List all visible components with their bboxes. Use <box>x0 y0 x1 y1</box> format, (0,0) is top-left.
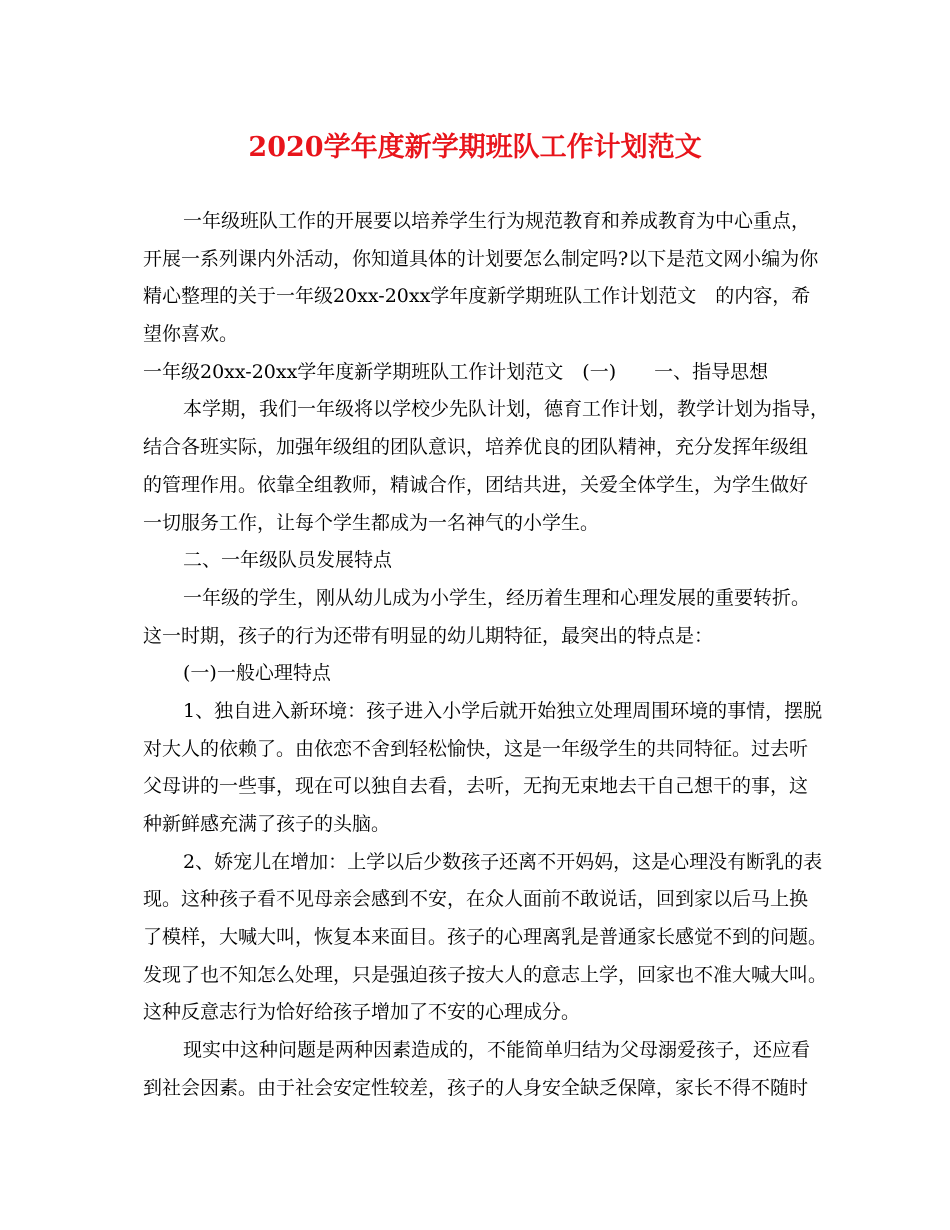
body-line: 本学期，我们一年级将以学校少先队计划，德育工作计划，教学计划为指导， <box>183 398 830 421</box>
body-line: 望你喜欢。 <box>143 323 239 346</box>
body-line: 现实中这种问题是两种因素造成的，不能简单归结为父母溺爱孩子，还应看 <box>183 1039 811 1062</box>
document-title: 2020学年度新学期班队工作计划范文 <box>248 132 702 163</box>
body-line: 一年级的学生，刚从幼儿成为小学生，经历着生理和心理发展的重要转折。 <box>183 586 811 609</box>
body-line: 的管理作用。依靠全组教师，精诚合作，团结共进，关爱全体学生，为学生做好 <box>143 473 809 496</box>
body-line: 这种反意志行为恰好给孩子增加了不安的心理成分。 <box>143 1001 581 1024</box>
document-body <box>143 203 830 1108</box>
body-line: 父母讲的一些事，现在可以独自去看，去听，无拘无束地去干自己想干的事，这 <box>143 775 809 798</box>
body-line: 对大人的依赖了。由依恋不舍到轻松愉快，这是一年级学生的共同特征。过去听 <box>143 737 809 760</box>
body-line: 精心整理的关于一年级20xx-20xx学年度新学期班队工作计划范文 的内容，希 <box>143 285 811 308</box>
body-line: 发现了也不知怎么处理，只是强迫孩子按大人的意志上学，回家也不准大喊大叫。 <box>143 963 828 986</box>
body-line: 种新鲜感充满了孩子的头脑。 <box>143 813 391 835</box>
body-line: 一年级20xx-20xx学年度新学期班队工作计划范文 (一) 一、指导思想 <box>143 360 769 383</box>
body-line: 2、娇宠儿在增加：上学以后少数孩子还离不开妈妈，这是心理没有断乳的表 <box>183 850 823 873</box>
body-line: 了模样，大喊大叫，恢复本来面目。孩子的心理离乳是普通家长感觉不到的问题。 <box>143 926 828 949</box>
body-line: 现。这种孩子看不见母亲会感到不安，在众人面前不敢说话，回到家以后马上换 <box>143 888 809 911</box>
body-line: 结合各班实际，加强年级组的团队意识，培养优良的团队精神，充分发挥年级组 <box>143 436 809 459</box>
body-line: 一年级班队工作的开展要以培养学生行为规范教育和养成教育为中心重点， <box>183 210 811 232</box>
body-line: 开展一系列课内外活动，你知道具体的计划要怎么制定吗?以下是范文网小编为你 <box>143 247 819 270</box>
body-line: 这一时期，孩子的行为还带有明显的幼儿期特征，最突出的特点是： <box>143 624 714 647</box>
body-line: 二、一年级队员发展特点 <box>183 549 393 572</box>
body-line: 一切服务工作，让每个学生都成为一名神气的小学生。 <box>143 511 600 534</box>
body-line: (一)一般心理特点 <box>183 662 331 685</box>
body-line: 1、独自进入新环境：孩子进入小学后就开始独立处理周围环境的事情，摆脱 <box>183 699 823 722</box>
body-line: 到社会因素。由于社会安定性较差，孩子的人身安全缺乏保障，家长不得不随时 <box>143 1076 809 1099</box>
